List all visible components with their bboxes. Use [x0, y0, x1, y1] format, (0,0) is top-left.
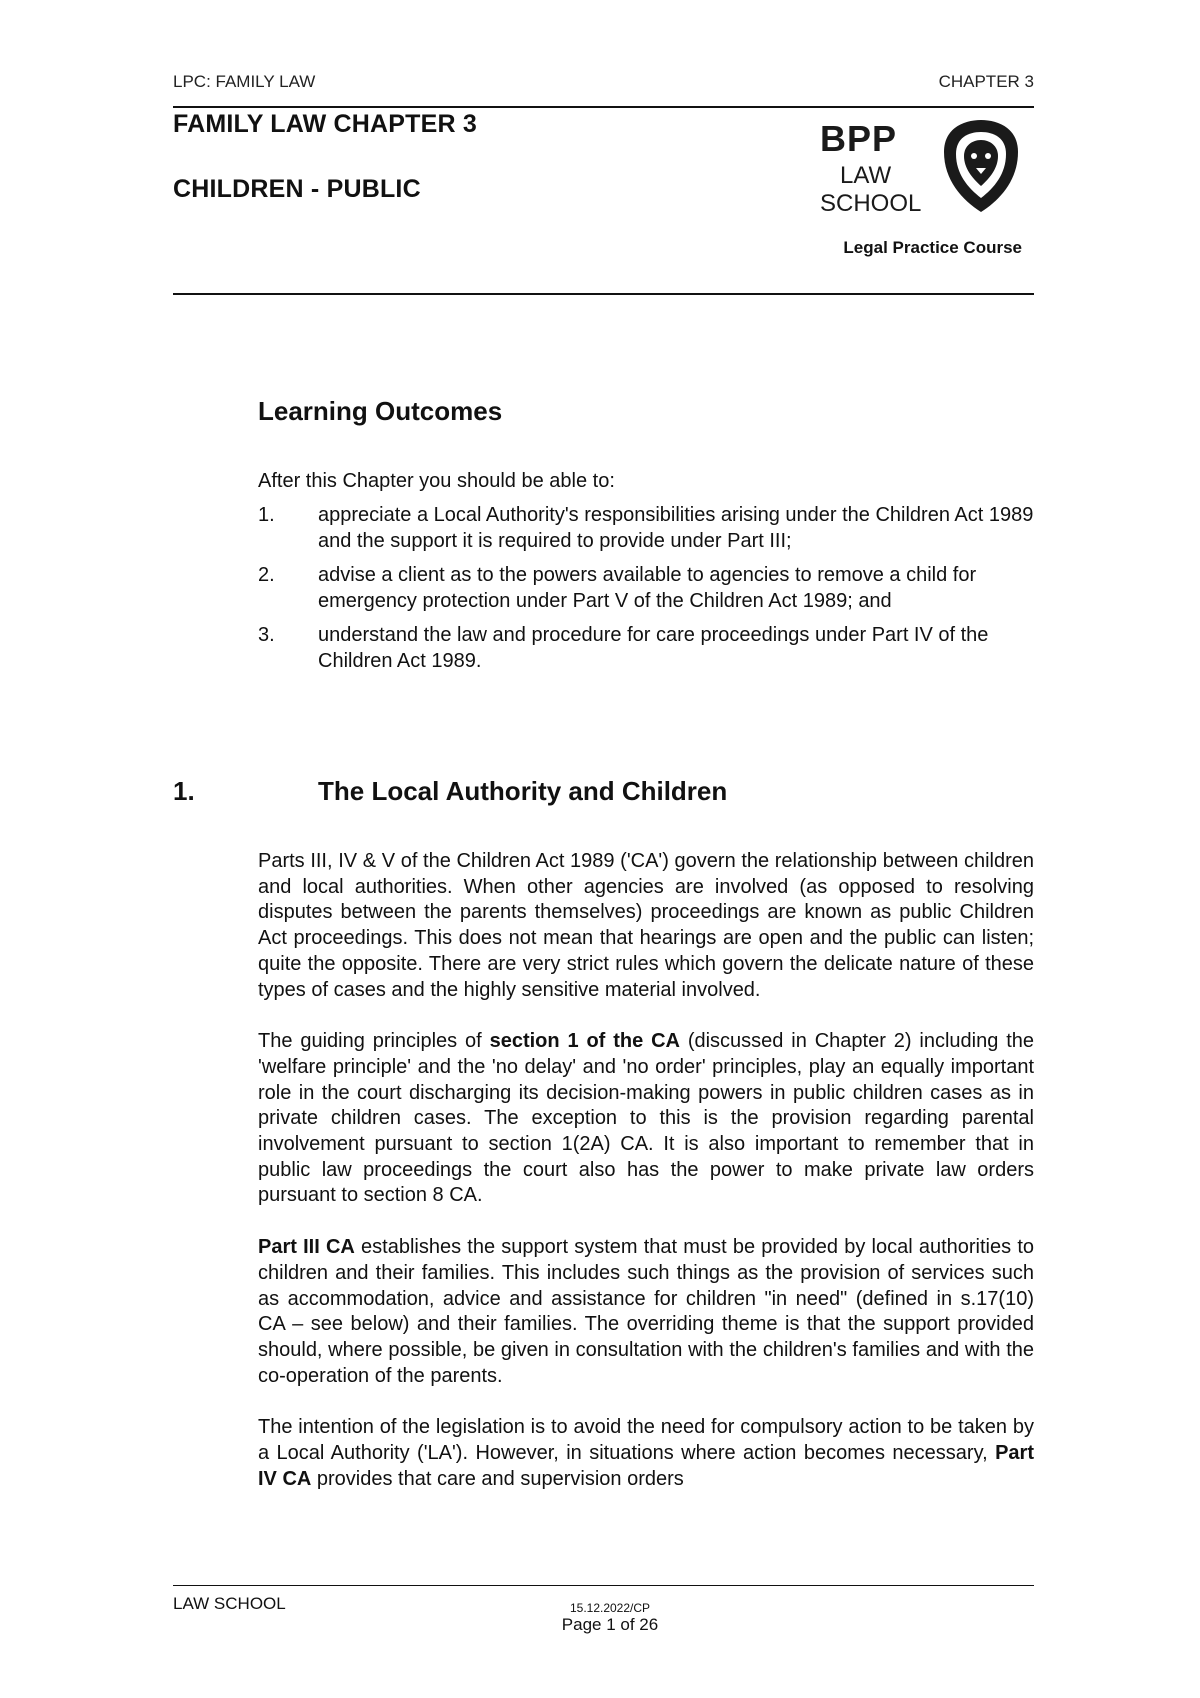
- paragraph-2-bold: section 1 of the CA: [489, 1030, 680, 1053]
- bpp-law-school-logo: [820, 118, 1020, 218]
- list-number: 3.: [258, 624, 275, 646]
- paragraph-2-text-c: (discussed in Chapter 2) including the 'welfare principle' and the 'no delay' and 'no order' principles, play an equally important role in the court discharging its decision-making powers in public children cases as in private children cases. The exception to this is the provision regarding parental involvement pursuant to section 1(2A) CA. It is also important to remember that in public law proceedings the court also has the power to make private law orders pursuant to section 8 CA.: [258, 1030, 1035, 1207]
- learning-outcomes-intro: After this Chapter you should be able to:: [258, 470, 615, 492]
- logo-law-text: LAW: [840, 162, 892, 189]
- paragraph-3: [258, 1235, 1034, 1389]
- header-left: LPC: FAMILY LAW: [173, 72, 316, 91]
- footer-rule: [173, 1585, 1034, 1586]
- paragraph-4-bold: Part IV CA: [258, 1442, 1034, 1490]
- footer-date: 15.12.2022/CP: [569, 1601, 651, 1615]
- paragraph-4-text-c: provides that care and supervision orders: [311, 1467, 684, 1490]
- paragraph-2: [258, 1029, 1034, 1209]
- learning-outcomes-list: [258, 502, 1034, 682]
- paragraph-4: [258, 1415, 1034, 1492]
- section-body: [258, 849, 1034, 1518]
- list-item: [258, 622, 1034, 674]
- header-rule: [173, 106, 1034, 108]
- list-item: [258, 562, 1034, 614]
- logo-bpp-text: BPP: [820, 118, 898, 159]
- header-right: CHAPTER 3: [938, 72, 1034, 91]
- lion-shield-icon: [940, 118, 1022, 214]
- list-number: 1.: [258, 504, 275, 526]
- list-number: 2.: [258, 564, 275, 586]
- section-number: 1.: [173, 776, 195, 806]
- learning-outcomes-heading: Learning Outcomes: [258, 396, 503, 426]
- paragraph-1: Parts III, IV & V of the Children Act 1989 ('CA') govern the relationship between children and local authorities. When other agencies are involved (as opposed to resolving disputes between the parents themselves) proceedings are known as public Children Act proceedings. This does not mean that hearings are open and the public can listen; quite the opposite. There are very strict rules which govern the delicate nature of these types of cases and the highly sensitive material involved.: [258, 850, 1034, 1001]
- course-label: Legal Practice Course: [843, 238, 1022, 257]
- chapter-title: FAMILY LAW CHAPTER 3: [173, 110, 478, 138]
- paragraph-3-bold: Part III CA: [258, 1236, 355, 1259]
- list-item: [258, 502, 1034, 554]
- list-text: understand the law and procedure for care proceedings under Part IV of the Children Act 1989.: [318, 624, 989, 672]
- page-number: Page 1 of 26: [561, 1615, 659, 1634]
- title-rule: [173, 293, 1034, 295]
- footer-left: LAW SCHOOL: [173, 1594, 286, 1613]
- paragraph-4-text-a: The intention of the legislation is to avoid the need for compulsory action to be taken by a Local Authority ('LA'). However, in situations where action becomes necessary,: [258, 1416, 1034, 1465]
- logo-school-text: SCHOOL: [820, 190, 922, 217]
- section-title: The Local Authority and Children: [318, 776, 728, 806]
- chapter-subtitle: CHILDREN - PUBLIC: [173, 175, 421, 203]
- list-text: appreciate a Local Authority's responsibilities arising under the Children Act 1989 and the support it is required to provide under Part III;: [318, 504, 1034, 552]
- paragraph-3-text: establishes the support system that must be provided by local authorities to children and their families. This includes such things as the provision of services such as accommodation, advice and assistance for children "in need" (defined in s.17(10) CA – see below) and their families. The overriding theme is that the support provided should, where possible, be given in consultation with the children's families and with the co-operation of the parents.: [258, 1236, 1034, 1387]
- paragraph-2-text-a: The guiding principles of: [258, 1030, 490, 1053]
- list-text: advise a client as to the powers available to agencies to remove a child for emergency protection under Part V of the Children Act 1989; and: [318, 564, 977, 612]
